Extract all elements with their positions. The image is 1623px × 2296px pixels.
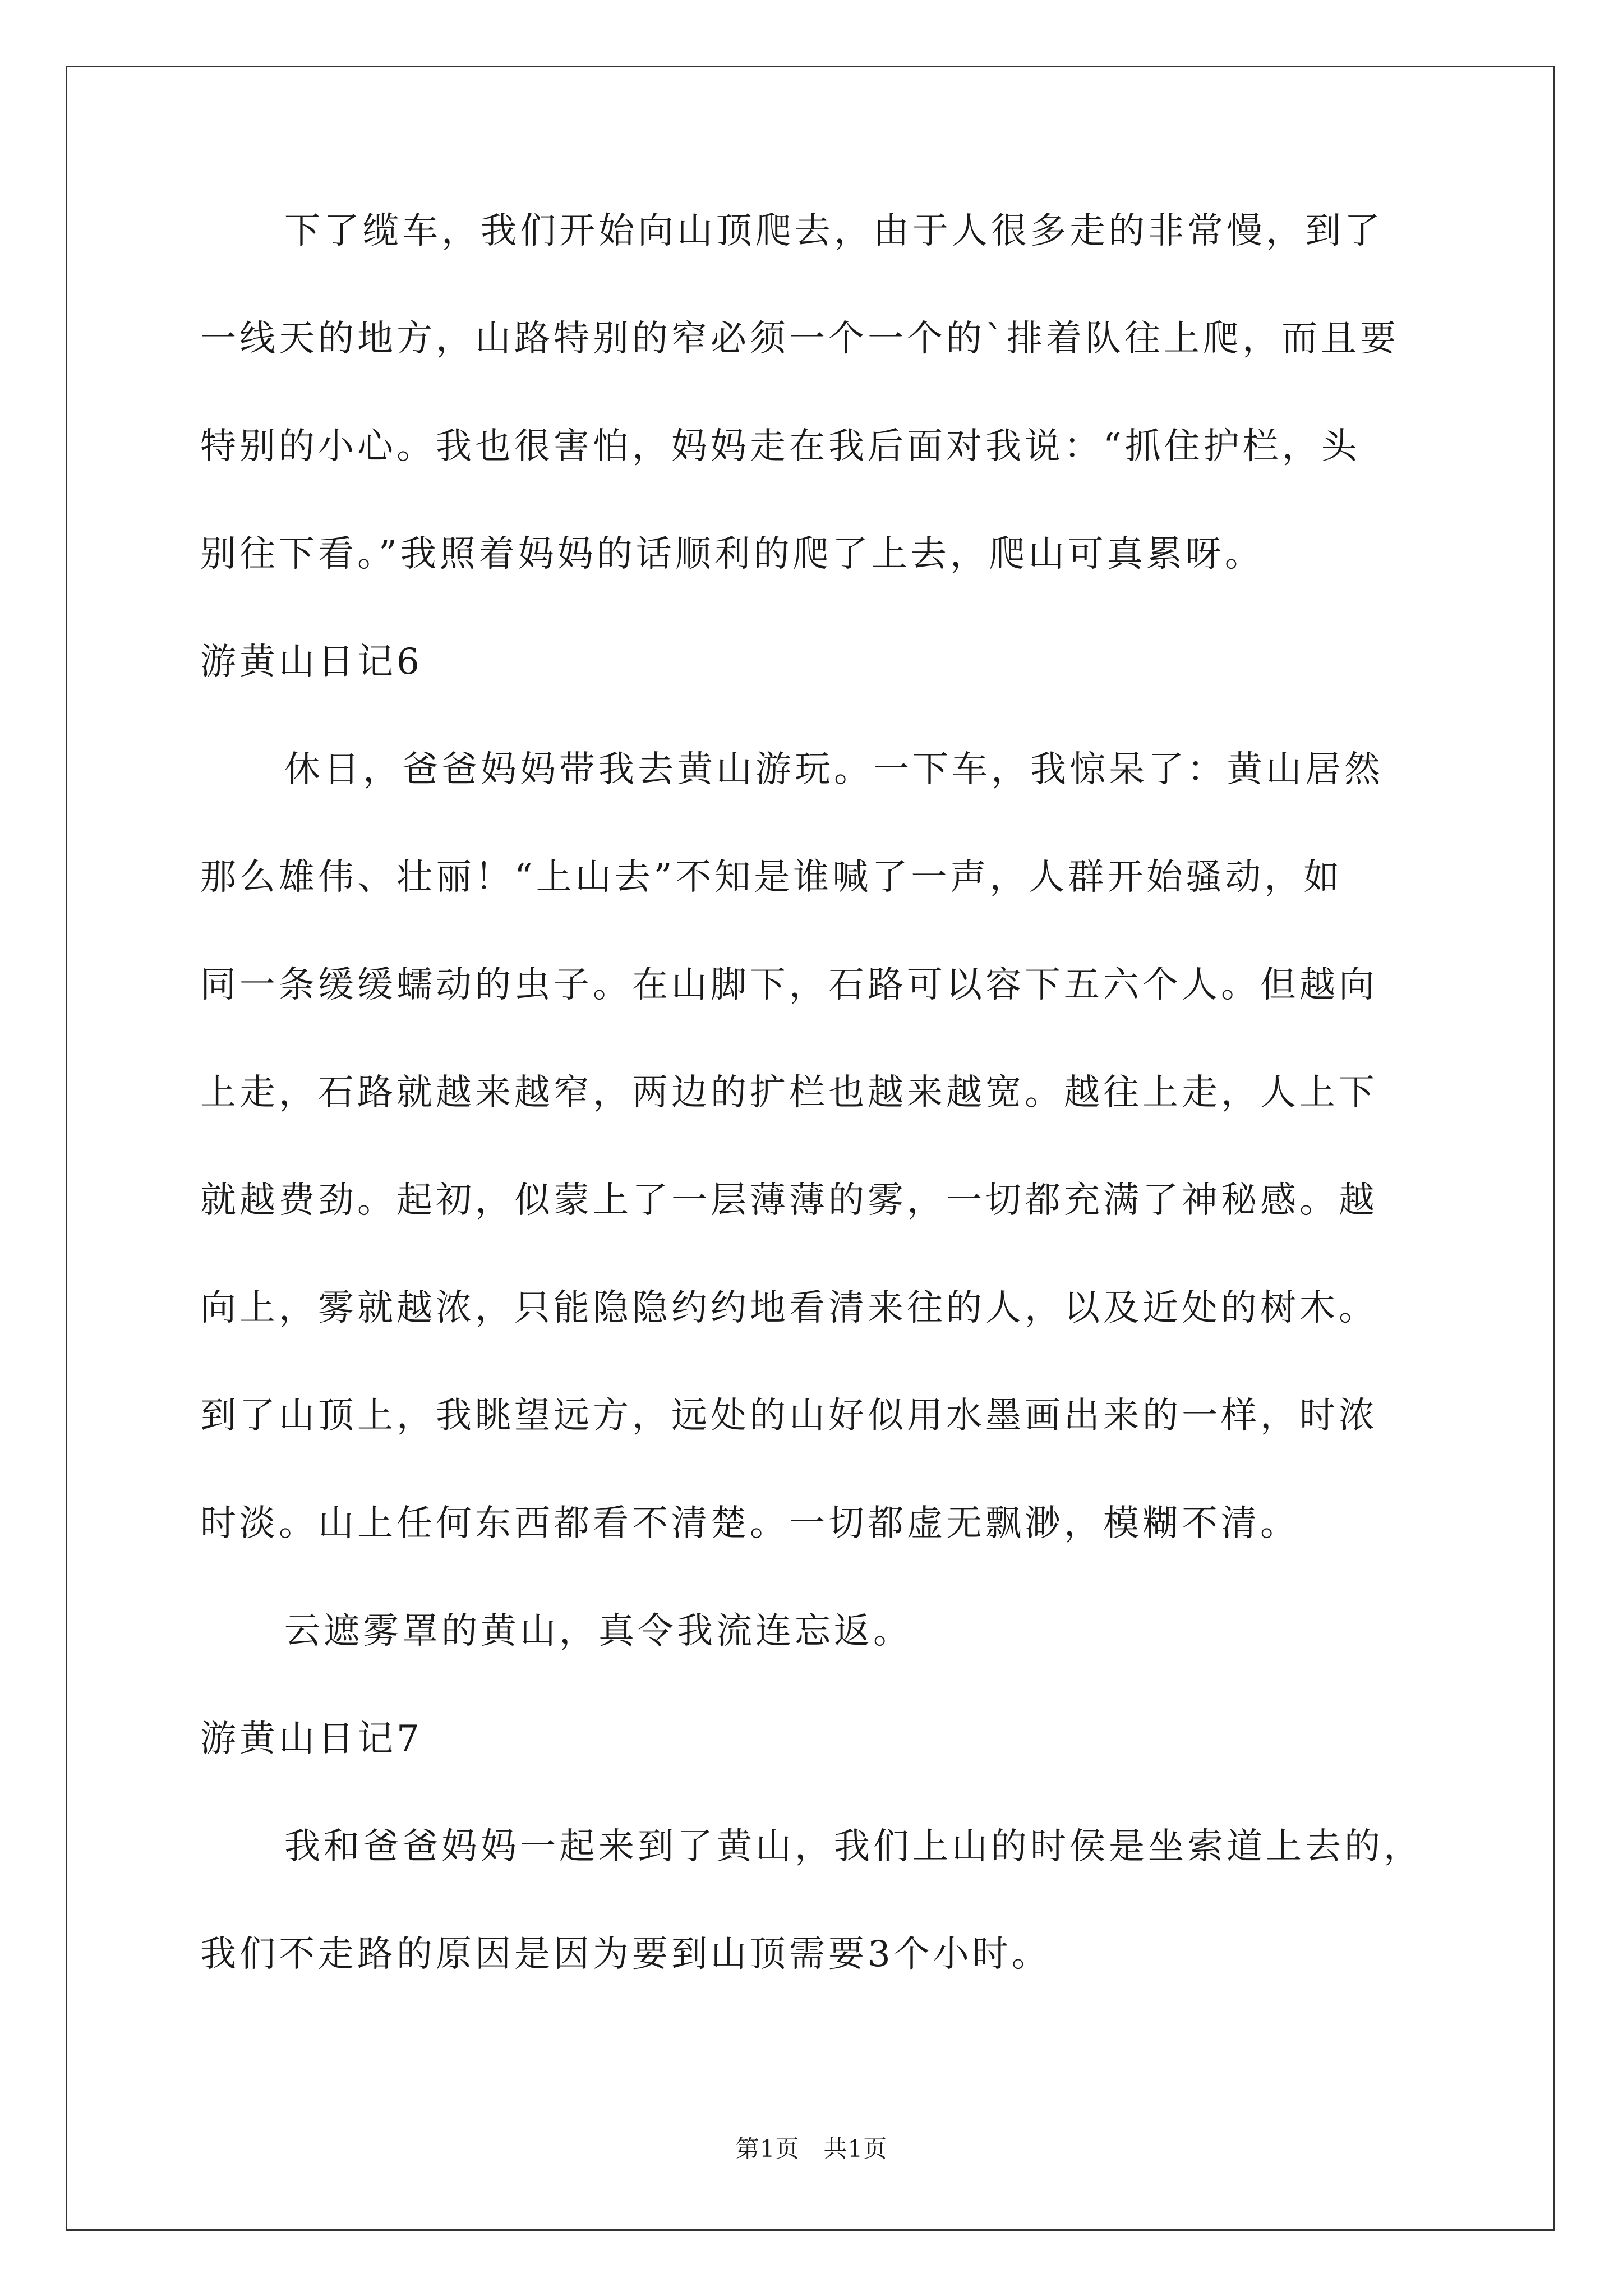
paragraph-line: 那么雄伟、壮丽！“上山去”不知是谁喊了一声，人群开始骚动，如 xyxy=(200,857,1343,898)
paragraph-line: 云遮雾罩的黄山，真令我流连忘返。 xyxy=(284,1611,912,1652)
paragraph-line: 别往下看。”我照着妈妈的话顺利的爬了上去，爬山可真累呀。 xyxy=(200,533,1264,575)
paragraph-line: 同一条缓缓蠕动的虫子。在山脚下，石路可以容下五六个人。但越向 xyxy=(200,964,1378,1006)
paragraph-line: 时淡。山上任何东西都看不清楚。一切都虚无飘渺，模糊不清。 xyxy=(200,1503,1299,1544)
page-border xyxy=(66,66,1555,2231)
paragraph-line: 一线天的地方，山路特别的窄必须一个一个的`排着队往上爬，而且要 xyxy=(200,318,1399,360)
page-footer: 第1页 共1页 xyxy=(735,2135,888,2162)
section-heading-7: 游黄山日记7 xyxy=(200,1718,423,1760)
paragraph-line: 就越费劲。起初，似蒙上了一层薄薄的雾，一切都充满了神秘感。越 xyxy=(200,1180,1378,1221)
paragraph-line: 特别的小心。我也很害怕，妈妈走在我后面对我说：“抓住护栏，头 xyxy=(200,426,1361,467)
paragraph-line: 我们不走路的原因是因为要到山顶需要3个小时。 xyxy=(200,1934,1051,1975)
section-heading-6: 游黄山日记6 xyxy=(200,641,423,683)
paragraph-line: 向上，雾就越浓，只能隐隐约约地看清来往的人，以及近处的树木。 xyxy=(200,1287,1378,1329)
paragraph-line: 下了缆车，我们开始向山顶爬去，由于人很多走的非常慢，到了 xyxy=(284,210,1384,252)
paragraph-line: 我和爸爸妈妈一起来到了黄山，我们上山的时侯是坐索道上去的， xyxy=(284,1826,1423,1867)
paragraph-line: 休日，爸爸妈妈带我去黄山游玩。一下车，我惊呆了：黄山居然 xyxy=(284,749,1384,790)
paragraph-line: 到了山顶上，我眺望远方，远处的山好似用水墨画出来的一样，时浓 xyxy=(200,1395,1378,1437)
paragraph-line: 上走，石路就越来越窄，两边的扩栏也越来越宽。越往上走，人上下 xyxy=(200,1072,1378,1114)
